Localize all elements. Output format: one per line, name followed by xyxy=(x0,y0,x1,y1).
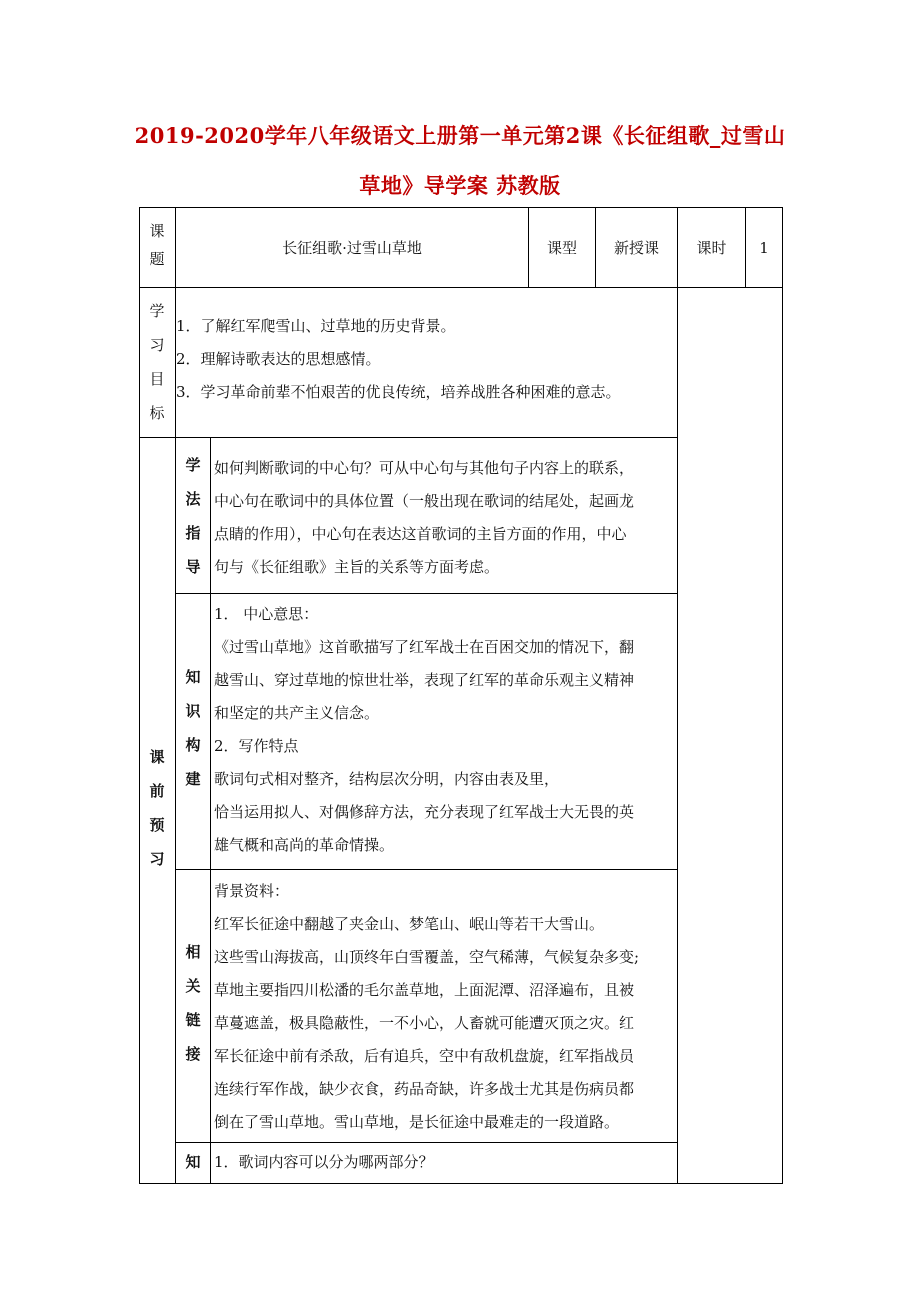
objective-item: 1．了解红军爬雪山、过草地的历史背景。 xyxy=(176,317,456,335)
lesson-title: 长征组歌·过雪山草地 xyxy=(282,239,422,257)
knowledge-check-label: 知 xyxy=(185,1153,201,1171)
document-title-line-2: 草地》导学案 苏教版 xyxy=(359,173,561,198)
class-hours-value: 1 xyxy=(759,239,769,257)
lesson-topic-label: 课 题 xyxy=(149,222,165,268)
related-links-label: 相 关 链 接 xyxy=(185,943,201,1063)
objective-item: 3．学习革命前辈不怕艰苦的优良传统，培养战胜各种困难的意志。 xyxy=(176,383,621,401)
class-hours-label: 课时 xyxy=(696,239,727,257)
document-title-line-1: 2019-2020学年八年级语文上册第一单元第2课《长征组歌_过雪山 xyxy=(134,123,786,148)
knowledge-construction-label: 知 识 构 建 xyxy=(185,668,201,788)
objective-item: 2．理解诗歌表达的思想感情。 xyxy=(176,350,381,368)
method-guidance-label: 学 法 指 导 xyxy=(185,456,201,576)
objectives-label: 学 习 目 标 xyxy=(149,302,165,422)
lesson-type-label: 课型 xyxy=(546,239,577,257)
related-links-text: 背景资料： 红军长征途中翻越了夹金山、梦笔山、岷山等若干大雪山。 这些雪山海拔高，山顶终年白雪覆盖，空气稀薄，气候复杂多变; 草地主要指四川松潘的毛尔盖草地，上面泥潭、沼泽遍布，且被 草蔓遮盖，极具隐蔽性，一不小心，人畜就可能遭灭顶之灾。红 军长征途中前有杀敌，后有追兵，空中有敌机盘旋，红军指战员 连续行军作战，缺少衣食，药品奇缺，许多战士尤其是伤病员都 倒在了雪山草地。雪山草地，是长征途中最难走的一段道路。 xyxy=(214,882,640,1131)
preview-label: 课 前 预 习 xyxy=(149,748,165,868)
lesson-type-value: 新授课 xyxy=(613,239,659,257)
knowledge-construction-text: 1． 中心意思： 《过雪山草地》这首歌描写了红军战士在百困交加的情况下，翻 越雪山、穿过草地的惊世壮举，表现了红军的革命乐观主义精神 和坚定的共产主义信念。 2．写作特点 歌词句式相对整齐，结构层次分明，内容由表及里， 恰当运用拟人、对偶修辞方法，充分表现了红军战士大无畏的英 雄气概和高尚的革命情操。 xyxy=(214,605,635,854)
method-guidance-text: 如何判断歌词的中心句？可从中心句与其他句子内容上的联系， 中心句在歌词中的具体位置（一般出现在歌词的结尾处，起画龙 点睛的作用），中心句在表达这首歌词的主旨方面的作用，中心 句与《长征组歌》主旨的关系等方面考虑。 xyxy=(214,459,635,576)
objectives-list xyxy=(176,310,621,409)
knowledge-check-text: 1．歌词内容可以分为哪两部分？ xyxy=(214,1153,434,1171)
